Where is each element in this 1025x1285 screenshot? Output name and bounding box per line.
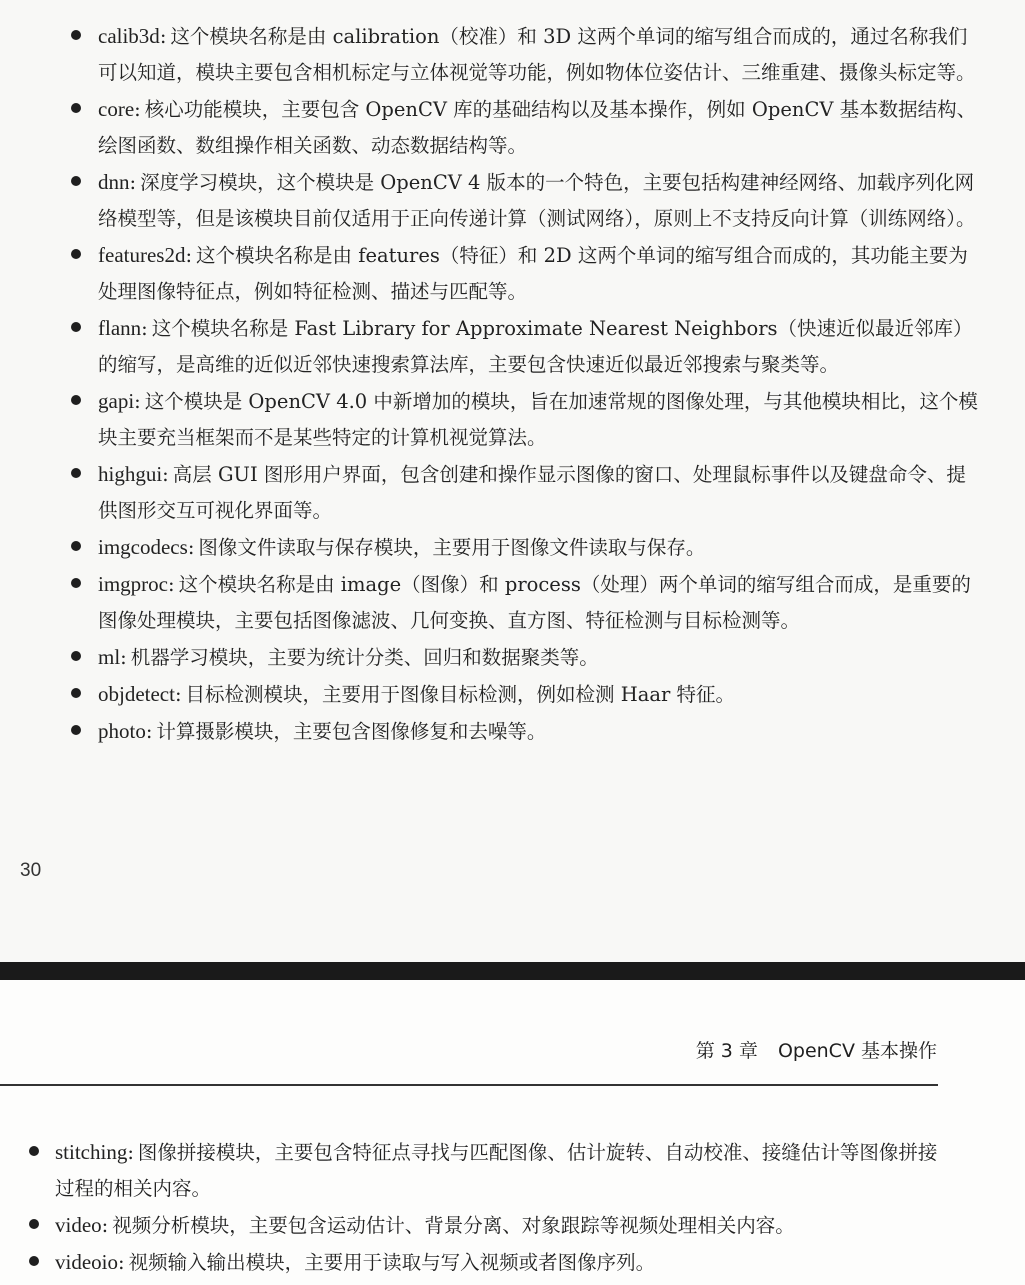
- module-description: 图像拼接模块，主要包含特征点寻找与匹配图像、估计旋转、自动校准、接缝估计等图像拼接过程的相关内容。: [55, 1141, 938, 1200]
- list-item: stitching: 图像拼接模块，主要包含特征点寻找与匹配图像、估计旋转、自动校准、接缝估计等图像拼接过程的相关内容。: [28, 1134, 943, 1207]
- list-item: objdetect: 目标检测模块，主要用于图像目标检测，例如检测 Haar 特征。: [70, 676, 980, 713]
- running-header: [696, 1036, 937, 1063]
- list-item: dnn: 深度学习模块，这个模块是 OpenCV 4 版本的一个特色，主要包括构建神经网络、加载序列化网络模型等，但是该模块目前仅适用于正向传递计算（测试网络），原则上不支持反向计算（训练网络）。: [70, 164, 980, 237]
- list-item: core: 核心功能模块，主要包含 OpenCV 库的基础结构以及基本操作，例如 OpenCV 基本数据结构、绘图函数、数组操作相关函数、动态数据结构等。: [70, 91, 980, 164]
- bullet-icon: [71, 725, 81, 735]
- chapter-title: OpenCV 基本操作: [777, 1040, 937, 1062]
- list-item: calib3d: 这个模块名称是由 calibration（校准）和 3D 这两个单词的缩写组合而成的，通过名称我们可以知道，模块主要包含相机标定与立体视觉等功能，例如物体位姿估计、三维重建、摄像头标定等。: [70, 18, 980, 91]
- module-term: video: [55, 1213, 102, 1237]
- module-term: videoio: [55, 1250, 118, 1274]
- module-description: 机器学习模块，主要为统计分类、回归和数据聚类等。: [130, 646, 599, 669]
- module-term: calib3d: [98, 24, 160, 48]
- module-term: features2d: [98, 243, 186, 267]
- module-description: 目标检测模块，主要用于图像目标检测，例如检测 Haar 特征。: [185, 683, 736, 706]
- list-item: flann: 这个模块名称是 Fast Library for Approximate Nearest Neighbors（快速近似最近邻库）的缩写，是高维的近似近邻快速搜索算法库，主要包含快速近似最近邻搜索与聚类等。: [70, 310, 980, 383]
- chapter-number: 第 3 章: [695, 1040, 758, 1062]
- module-description: 这个模块名称是由 calibration（校准）和 3D 这两个单词的缩写组合而成的，通过名称我们可以知道，模块主要包含相机标定与立体视觉等功能，例如物体位姿估计、三维重建、摄像头标定等。: [98, 25, 976, 84]
- module-description: 这个模块名称是由 image（图像）和 process（处理）两个单词的缩写组合而成，是重要的图像处理模块，主要包括图像滤波、几何变换、直方图、特征检测与目标检测等。: [98, 573, 971, 632]
- list-item: imgproc: 这个模块名称是由 image（图像）和 process（处理）两个单词的缩写组合而成，是重要的图像处理模块，主要包括图像滤波、几何变换、直方图、特征检测与目标检测等。: [70, 566, 980, 639]
- module-description: 这个模块名称是由 features（特征）和 2D 这两个单词的缩写组合而成的，其功能主要为处理图像特征点，例如特征检测、描述与匹配等。: [98, 244, 968, 303]
- module-term: core: [98, 97, 135, 121]
- module-term: ml: [98, 645, 121, 669]
- module-term: dnn: [98, 170, 130, 194]
- module-description: 这个模块名称是 Fast Library for Approximate Nearest Neighbors（快速近似最近邻库）的缩写，是高维的近似近邻快速搜索算法库，主要包含快速近似最近邻搜索与聚类等。: [98, 317, 973, 376]
- module-term: imgcodecs: [98, 535, 188, 559]
- module-description: 深度学习模块，这个模块是 OpenCV 4 版本的一个特色，主要包括构建神经网络、加载序列化网络模型等，但是该模块目前仅适用于正向传递计算（测试网络），原则上不支持反向计算（训练网络）。: [98, 171, 976, 230]
- module-description: 视频输入输出模块，主要用于读取与写入视频或者图像序列。: [128, 1251, 656, 1274]
- list-item: features2d: 这个模块名称是由 features（特征）和 2D 这两个单词的缩写组合而成的，其功能主要为处理图像特征点，例如特征检测、描述与匹配等。: [70, 237, 980, 310]
- module-term: objdetect: [98, 682, 175, 706]
- module-term: photo: [98, 719, 146, 743]
- bullet-icon: [71, 103, 81, 113]
- module-list-bottom: [28, 1134, 943, 1281]
- list-item: video: 视频分析模块，主要包含运动估计、背景分离、对象跟踪等视频处理相关内容。: [28, 1207, 943, 1244]
- bullet-icon: [71, 322, 81, 332]
- list-item: videoio: 视频输入输出模块，主要用于读取与写入视频或者图像序列。: [28, 1244, 943, 1281]
- bullet-icon: [29, 1219, 39, 1229]
- module-term: gapi: [98, 389, 135, 413]
- module-description: 这个模块是 OpenCV 4.0 中新增加的模块，旨在加速常规的图像处理，与其他模块相比，这个模块主要充当框架而不是某些特定的计算机视觉算法。: [98, 390, 978, 449]
- module-description: 图像文件读取与保存模块，主要用于图像文件读取与保存。: [198, 536, 706, 559]
- module-description: 视频分析模块，主要包含运动估计、背景分离、对象跟踪等视频处理相关内容。: [112, 1214, 795, 1237]
- bullet-icon: [71, 651, 81, 661]
- page-number: 30: [20, 860, 42, 881]
- bullet-icon: [71, 249, 81, 259]
- bullet-icon: [71, 688, 81, 698]
- module-description: 核心功能模块，主要包含 OpenCV 库的基础结构以及基本操作，例如 OpenCV 基本数据结构、绘图函数、数组操作相关函数、动态数据结构等。: [98, 98, 977, 157]
- bullet-icon: [71, 541, 81, 551]
- bullet-icon: [29, 1146, 39, 1156]
- module-term: imgproc: [98, 572, 168, 596]
- book-page-bottom: [0, 980, 1025, 1285]
- bullet-icon: [71, 30, 81, 40]
- bullet-icon: [71, 176, 81, 186]
- bullet-icon: [29, 1256, 39, 1266]
- module-term: highgui: [98, 462, 163, 486]
- module-description: 高层 GUI 图形用户界面，包含创建和操作显示图像的窗口、处理鼠标事件以及键盘命令、提供图形交互可视化界面等。: [98, 463, 966, 522]
- header-rule: [0, 1084, 938, 1086]
- list-item: highgui: 高层 GUI 图形用户界面，包含创建和操作显示图像的窗口、处理鼠标事件以及键盘命令、提供图形交互可视化界面等。: [70, 456, 980, 529]
- module-term: stitching: [55, 1140, 128, 1164]
- page-separator: [0, 962, 1025, 980]
- list-item: ml: 机器学习模块，主要为统计分类、回归和数据聚类等。: [70, 639, 980, 676]
- bullet-icon: [71, 395, 81, 405]
- module-term: flann: [98, 316, 142, 340]
- list-item: photo: 计算摄影模块，主要包含图像修复和去噪等。: [70, 713, 980, 750]
- list-item: imgcodecs: 图像文件读取与保存模块，主要用于图像文件读取与保存。: [70, 529, 980, 566]
- module-description: 计算摄影模块，主要包含图像修复和去噪等。: [156, 720, 547, 743]
- bullet-icon: [71, 578, 81, 588]
- module-list-top: [70, 18, 980, 750]
- bullet-icon: [71, 468, 81, 478]
- list-item: gapi: 这个模块是 OpenCV 4.0 中新增加的模块，旨在加速常规的图像处理，与其他模块相比，这个模块主要充当框架而不是某些特定的计算机视觉算法。: [70, 383, 980, 456]
